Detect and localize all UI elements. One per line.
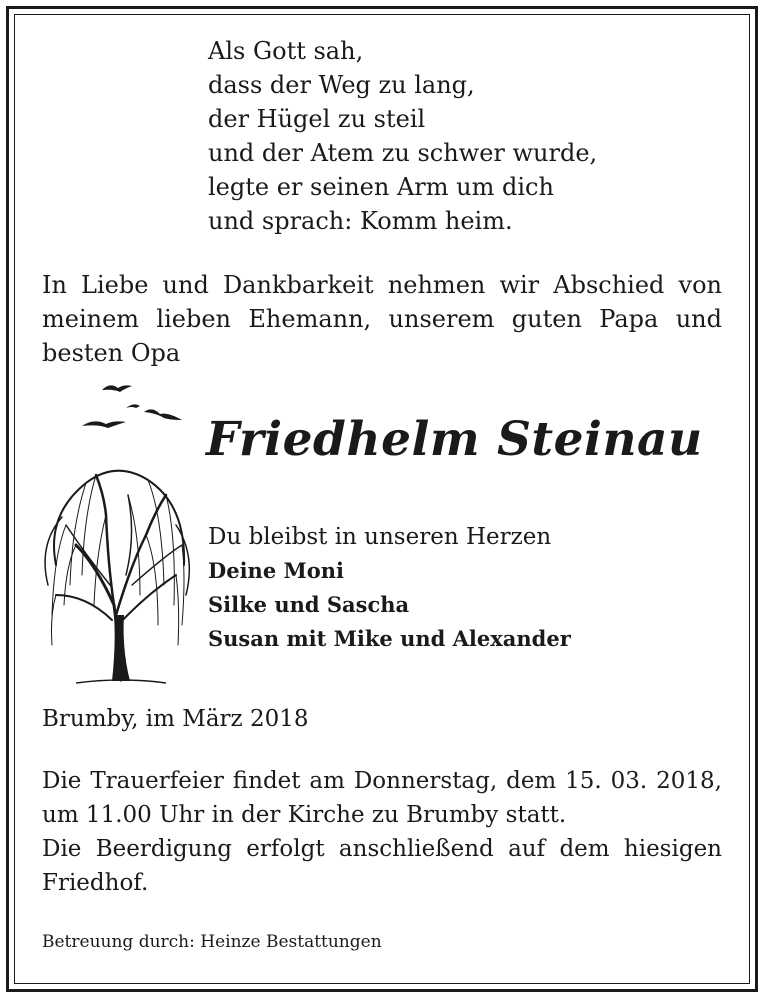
poem-line: der Hügel zu steil bbox=[208, 105, 426, 133]
poem bbox=[208, 34, 597, 238]
family-member: Deine Moni bbox=[208, 558, 344, 583]
poem-line: Als Gott sah, bbox=[208, 37, 364, 65]
service-info bbox=[42, 764, 722, 900]
poem-line: dass der Weg zu lang, bbox=[208, 71, 475, 99]
service-line: Die Trauerfeier findet am Donnerstag, dem 15. 03. 2018, bbox=[42, 768, 722, 794]
family-block bbox=[208, 520, 571, 656]
family-member: Silke und Sascha bbox=[208, 592, 410, 617]
service-line: um 11.00 Uhr in der Kirche zu Brumby statt. bbox=[42, 802, 567, 828]
service-line: Die Beerdigung erfolgt anschließend auf dem hiesigen bbox=[42, 836, 722, 862]
family-line: Du bleibst in unseren Herzen bbox=[208, 524, 552, 550]
birds-icon bbox=[78, 380, 198, 440]
family-member: Susan mit Mike und Alexander bbox=[208, 626, 571, 651]
place-date: Brumby, im März 2018 bbox=[42, 706, 309, 732]
poem-line: legte er seinen Arm um dich bbox=[208, 173, 554, 201]
service-line: Friedhof. bbox=[42, 870, 149, 896]
poem-line: und der Atem zu schwer wurde, bbox=[208, 139, 598, 167]
undertaker: Betreuung durch: Heinze Bestattungen bbox=[42, 932, 382, 952]
poem-line: und sprach: Komm heim. bbox=[208, 207, 513, 235]
tree-icon bbox=[36, 455, 196, 687]
intro-text: In Liebe und Dankbarkeit nehmen wir Abschied von meinem lieben Ehemann, unserem guten Papa und besten Opa bbox=[42, 271, 722, 367]
deceased-name: Friedhelm Steinau bbox=[206, 412, 703, 467]
